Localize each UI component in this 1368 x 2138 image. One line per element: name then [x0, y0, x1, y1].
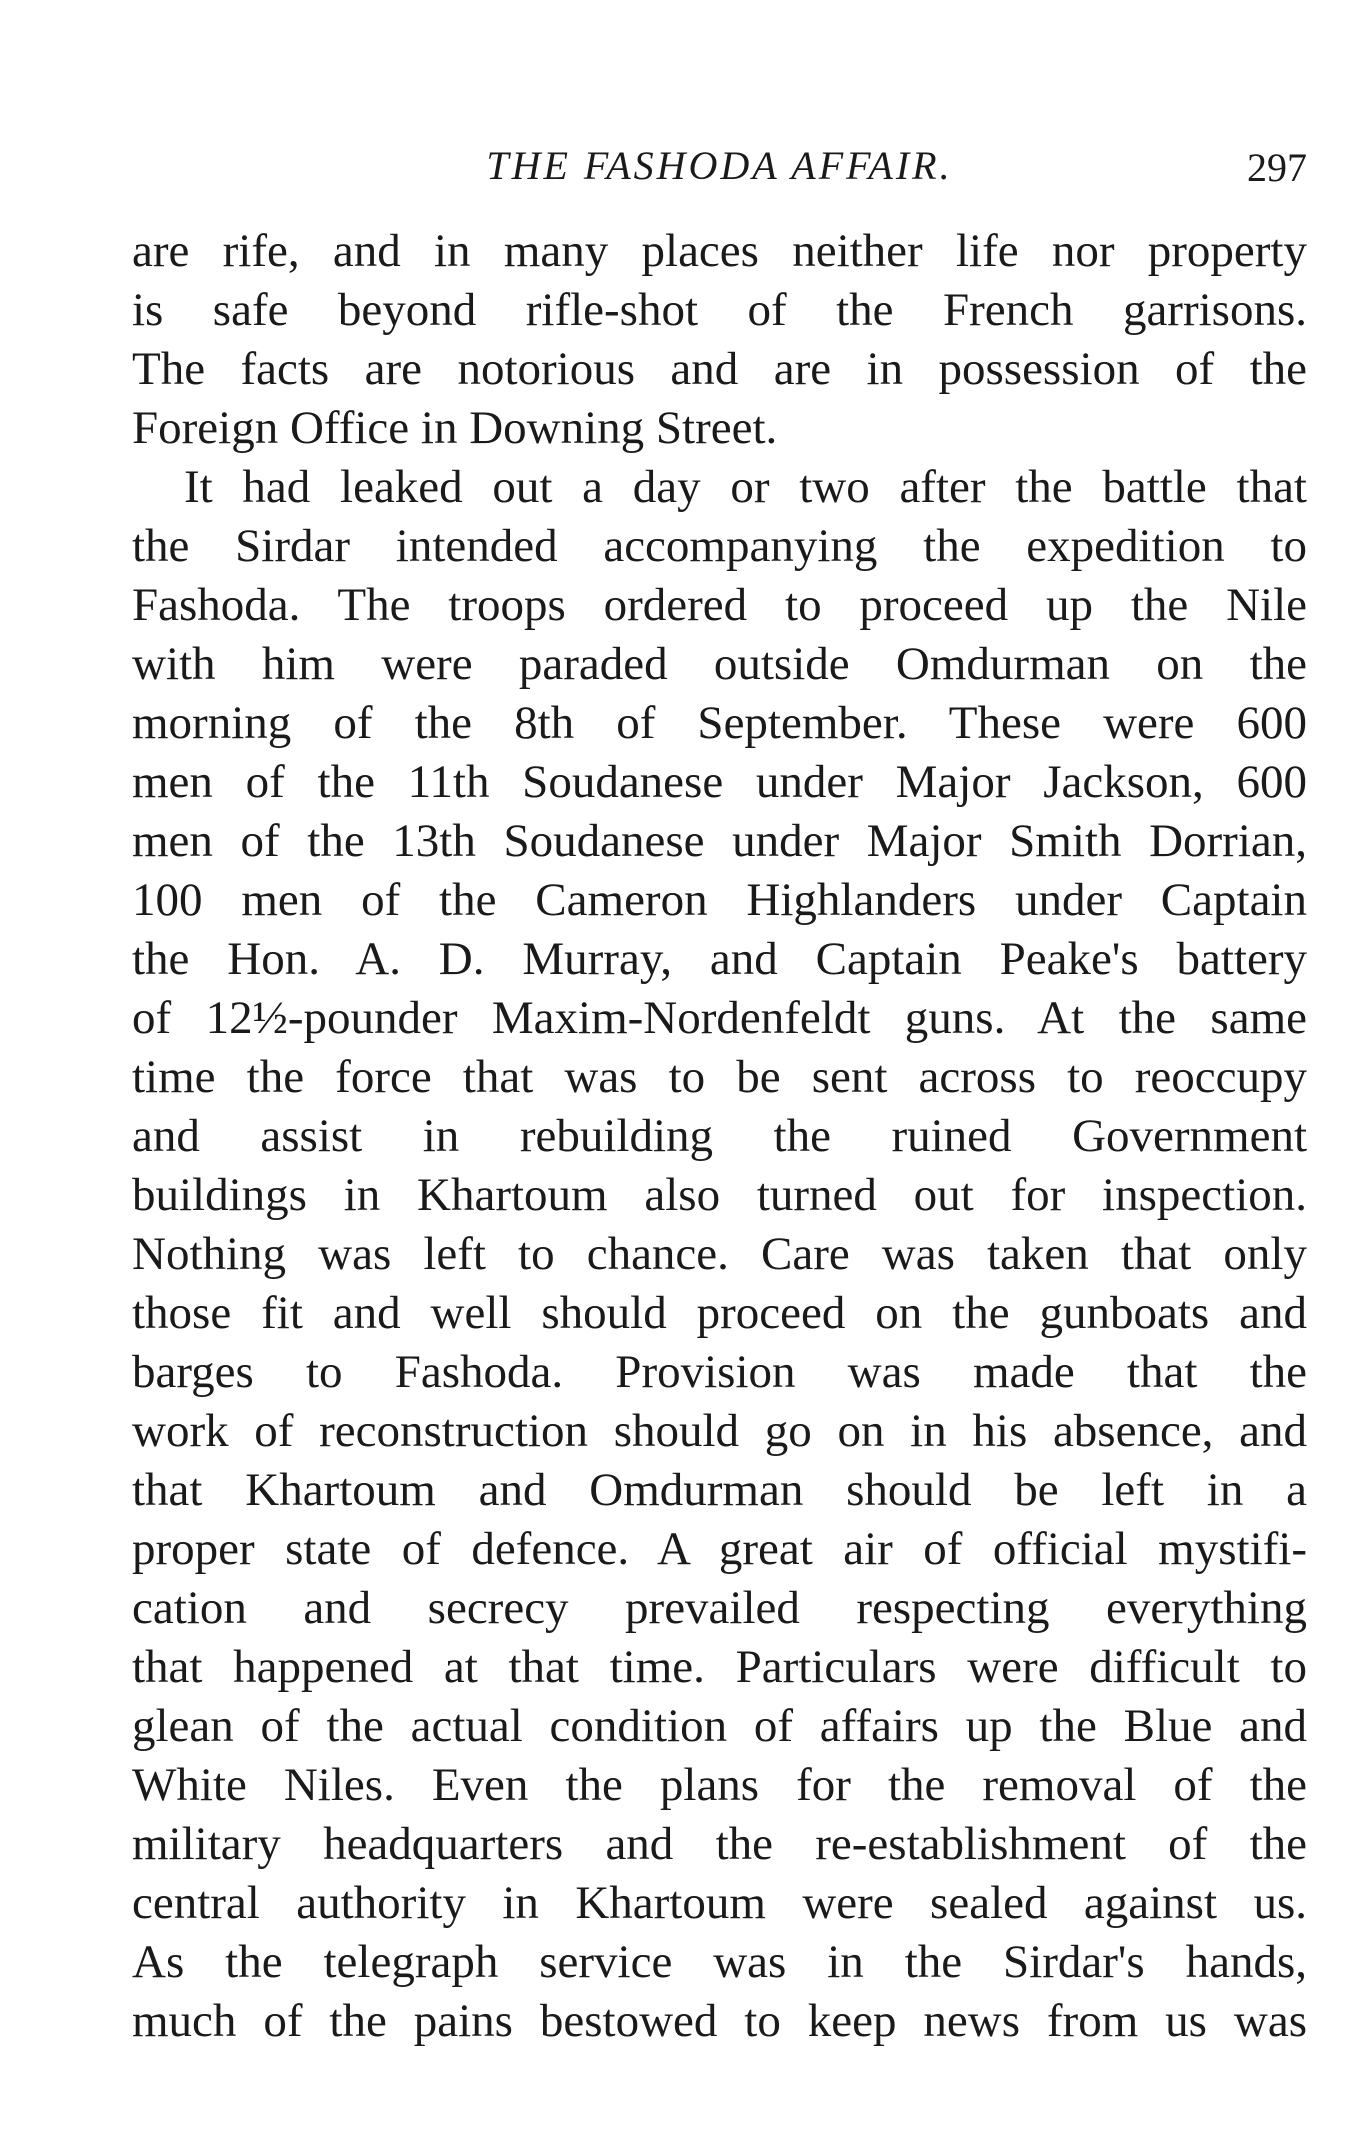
text-line: Nothing was left to chance. Care was taken that only: [132, 1228, 1307, 1280]
body-text: [132, 222, 1307, 2051]
text-line: Fashoda. The troops ordered to proceed up the Nile: [132, 579, 1307, 631]
running-head: [132, 136, 1307, 196]
text-line: those fit and well should proceed on the gunboats and: [132, 1287, 1307, 1339]
text-line: time the force that was to be sent across to reoccupy: [132, 1051, 1307, 1103]
text-line: White Niles. Even the plans for the removal of the: [132, 1759, 1307, 1811]
text-line: 100 men of the Cameron Highlanders under Captain: [132, 874, 1307, 926]
text-line: that happened at that time. Particulars were difficult to: [132, 1641, 1307, 1693]
text-line: the Hon. A. D. Murray, and Captain Peake's battery: [132, 933, 1307, 985]
text-line: It had leaked out a day or two after the battle that: [184, 461, 1307, 513]
text-line: of 12½-pounder Maxim-Nordenfeldt guns. At the same: [132, 992, 1307, 1044]
text-line: morning of the 8th of September. These were 600: [132, 697, 1307, 749]
text-line: are rife, and in many places neither life nor property: [132, 225, 1307, 277]
running-title: THE FASHODA AFFAIR.: [486, 143, 953, 188]
text-line: glean of the actual condition of affairs up the Blue and: [132, 1700, 1307, 1752]
text-line: central authority in Khartoum were sealed against us.: [132, 1877, 1307, 1929]
text-line: and assist in rebuilding the ruined Government: [132, 1110, 1307, 1162]
page-number: 297: [1247, 145, 1307, 190]
text-line: the Sirdar intended accompanying the expedition to: [132, 520, 1307, 572]
text-line: military headquarters and the re-establishment of the: [132, 1818, 1307, 1870]
text-line: The facts are notorious and are in possession of the: [132, 343, 1307, 395]
text-line: cation and secrecy prevailed respecting everything: [132, 1582, 1307, 1634]
text-line: men of the 13th Soudanese under Major Smith Dorrian,: [132, 815, 1307, 867]
text-line: much of the pains bestowed to keep news from us was: [132, 1995, 1307, 2047]
text-line: As the telegraph service was in the Sirdar's hands,: [132, 1936, 1307, 1988]
text-line: Foreign Office in Downing Street.: [132, 402, 778, 454]
text-line: with him were paraded outside Omdurman on the: [132, 638, 1307, 690]
text-line: barges to Fashoda. Provision was made that the: [132, 1346, 1307, 1398]
text-line: buildings in Khartoum also turned out for inspection.: [132, 1169, 1307, 1221]
text-line: men of the 11th Soudanese under Major Jackson, 600: [132, 756, 1307, 808]
text-line: that Khartoum and Omdurman should be left in a: [132, 1464, 1307, 1516]
text-line: proper state of defence. A great air of official mystifi-: [132, 1523, 1307, 1575]
text-line: is safe beyond rifle-shot of the French garrisons.: [132, 284, 1307, 336]
text-line: work of reconstruction should go on in his absence, and: [132, 1405, 1307, 1457]
